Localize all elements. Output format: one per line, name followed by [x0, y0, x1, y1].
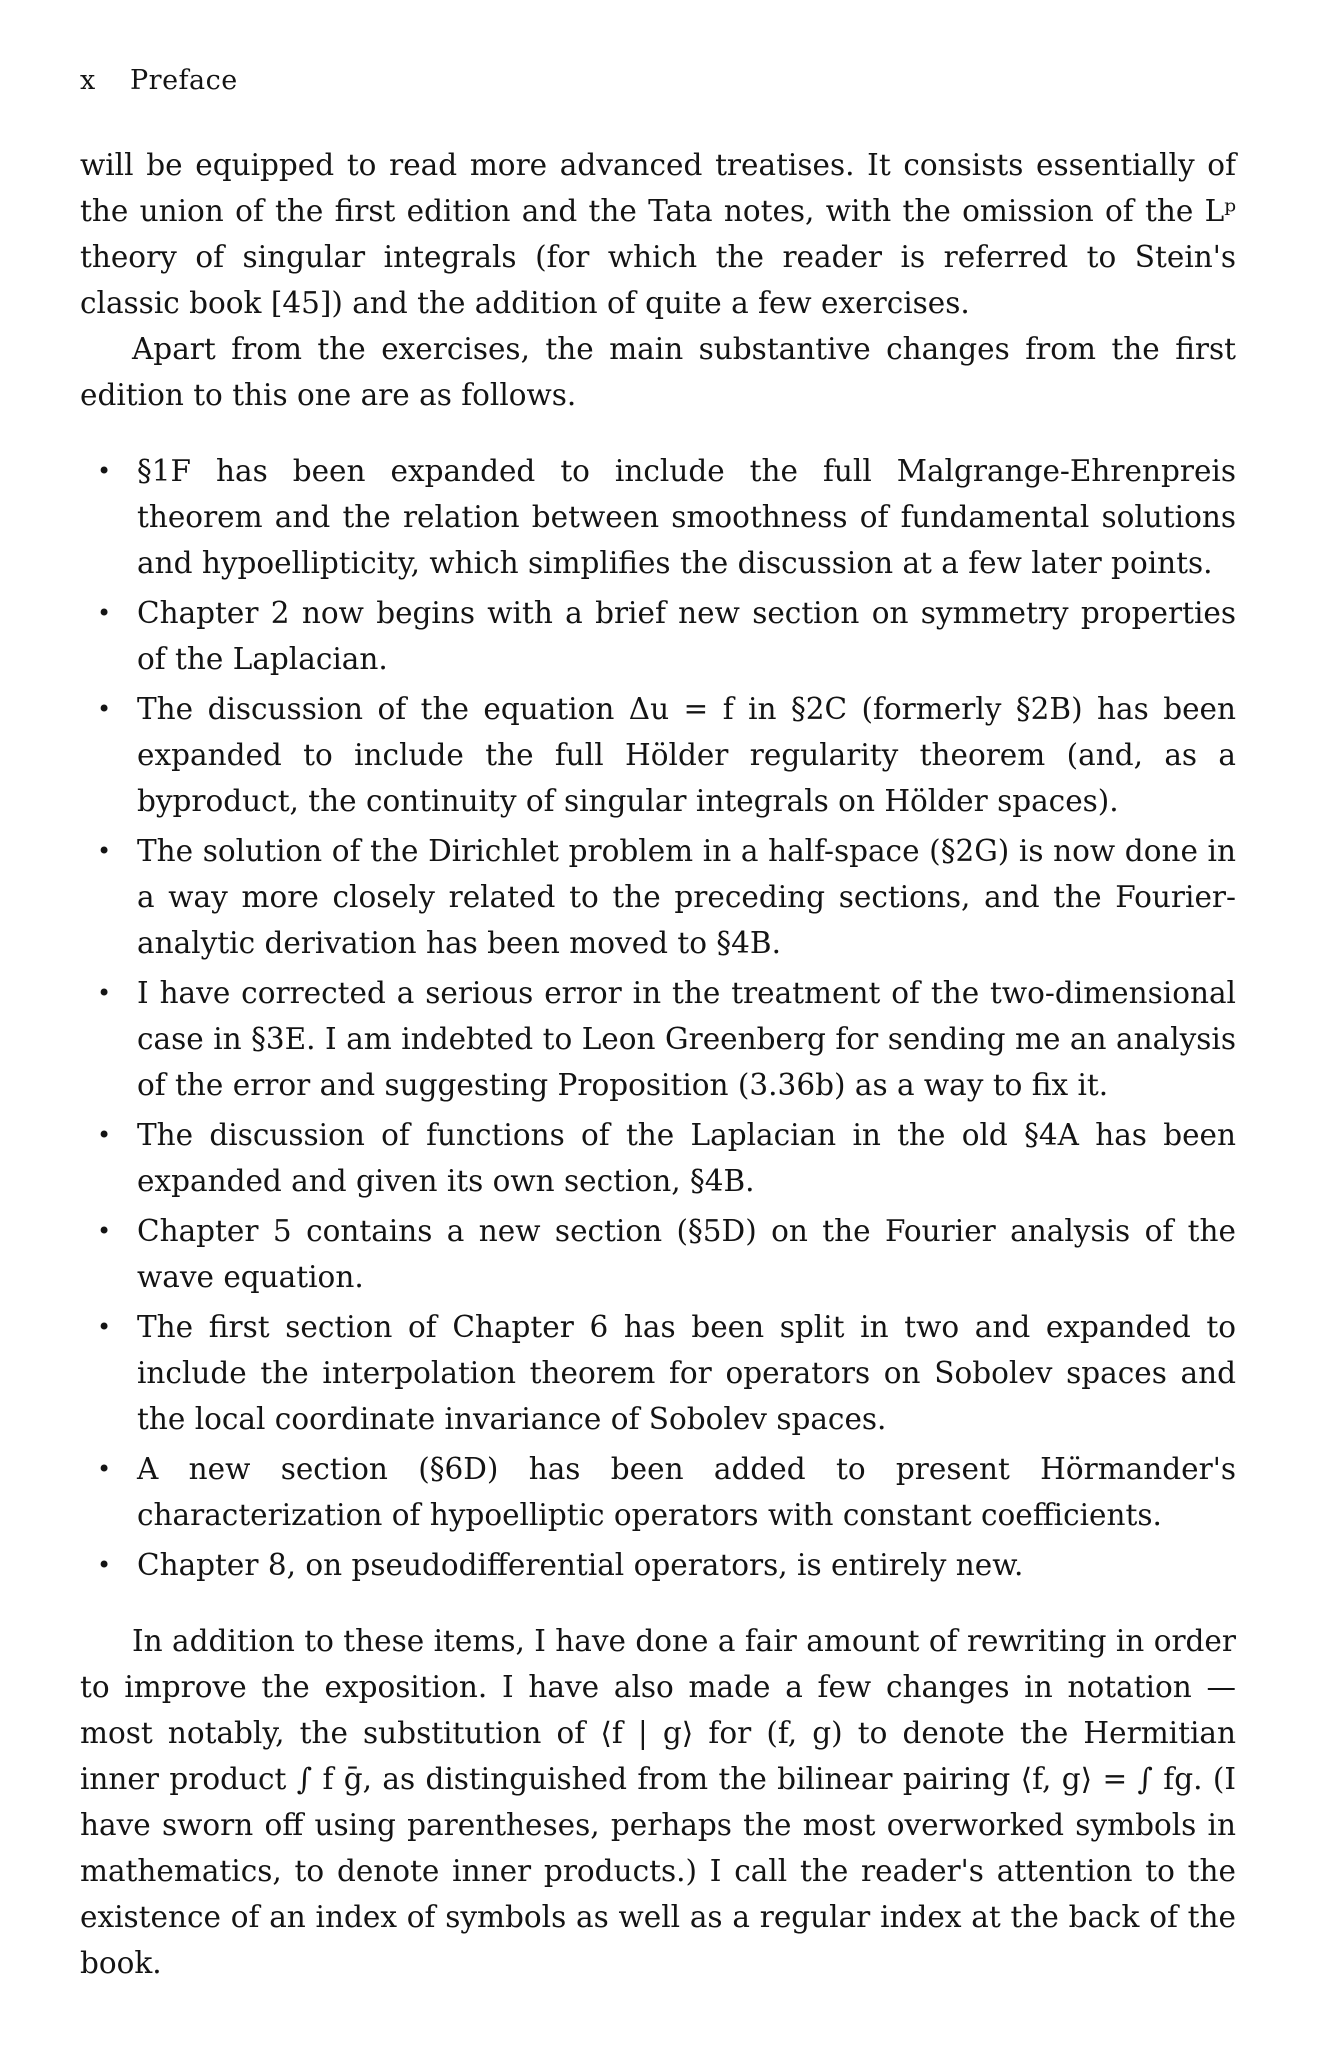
bullet-icon: • — [97, 599, 112, 627]
bullet-icon: • — [97, 1551, 112, 1579]
page-number: x — [80, 65, 96, 96]
list-item — [97, 590, 1236, 682]
bullet-icon: • — [97, 979, 112, 1007]
list-item-text: §1F has been expanded to include the full Malgrange-Ehrenpreis theorem and the relation between smoothness of fundamental solutions and hypoellipticity, which simplifies the discussion at a few later points. — [137, 454, 1236, 580]
list-item — [97, 1446, 1236, 1538]
list-item-text: The discussion of the equation Δu = f in §2C (formerly §2B) has been expanded to include the full Hölder regularity theorem (and, as a byproduct, the continuity of singular integrals on Hölder spaces). — [137, 692, 1236, 818]
list-item — [97, 970, 1236, 1108]
list-item — [97, 1208, 1236, 1300]
intro-paragraph-2: Apart from the exercises, the main substantive changes from the first edition to this one are as follows. — [80, 332, 1236, 412]
list-item-text: Chapter 5 contains a new section (§5D) on the Fourier analysis of the wave equation. — [137, 1214, 1236, 1294]
running-head — [80, 64, 1236, 98]
bullet-icon: • — [97, 1217, 112, 1245]
list-item-text: The discussion of functions of the Laplacian in the old §4A has been expanded and given its own section, §4B. — [137, 1118, 1236, 1198]
changes-list — [80, 448, 1236, 1588]
list-item-text: The first section of Chapter 6 has been split in two and expanded to include the interpolation theorem for operators on Sobolev spaces and the local coordinate invariance of Sobolev spaces. — [137, 1310, 1236, 1436]
intro-paragraph-1: will be equipped to read more advanced treatises. It consists essentially of the union of the first edition and the Tata notes, with the omission of the Lᵖ theory of singular integrals (for which the reader is referred to Stein's classic book [45]) and the addition of quite a few exercises. — [80, 148, 1236, 320]
bullet-icon: • — [97, 695, 112, 723]
running-title: Preface — [130, 65, 238, 96]
list-item — [97, 828, 1236, 966]
list-item — [97, 1112, 1236, 1204]
list-item — [97, 448, 1236, 586]
list-item-text: A new section (§6D) has been added to present Hörmander's characterization of hypoelliptic operators with constant coefficients. — [137, 1452, 1236, 1532]
list-item — [97, 1304, 1236, 1442]
bullet-icon: • — [97, 1455, 112, 1483]
list-item — [97, 686, 1236, 824]
bullet-icon: • — [97, 1313, 112, 1341]
bullet-icon: • — [97, 1121, 112, 1149]
closing-paragraph: In addition to these items, I have done a fair amount of rewriting in order to improve the exposition. I have also made a few changes in notation — most notably, the substitution of ⟨f | g⟩ for (f, g) to denote the Hermitian inner product ∫ f ḡ, as distinguished from the bilinear pairing ⟨f, g⟩ = ∫ fg. (I have sworn off using parentheses, perhaps the most overworked symbols in mathematics, to denote inner products.) I call the reader's attention to the existence of an index of symbols as well as a regular index at the back of the book. — [80, 1624, 1236, 1980]
bullet-icon: • — [97, 457, 112, 485]
list-item-text: The solution of the Dirichlet problem in a half-space (§2G) is now done in a way more closely related to the preceding sections, and the Fourier-analytic derivation has been moved to §4B. — [137, 834, 1236, 960]
list-item-text: Chapter 2 now begins with a brief new section on symmetry properties of the Laplacian. — [137, 596, 1236, 676]
bullet-icon: • — [97, 837, 112, 865]
list-item — [97, 1542, 1236, 1588]
list-item-text: I have corrected a serious error in the treatment of the two-dimensional case in §3E. I am indebted to Leon Greenberg for sending me an analysis of the error and suggesting Proposition (3.36b) as a way to fix it. — [137, 976, 1236, 1102]
list-item-text: Chapter 8, on pseudodifferential operators, is entirely new. — [137, 1548, 1024, 1582]
